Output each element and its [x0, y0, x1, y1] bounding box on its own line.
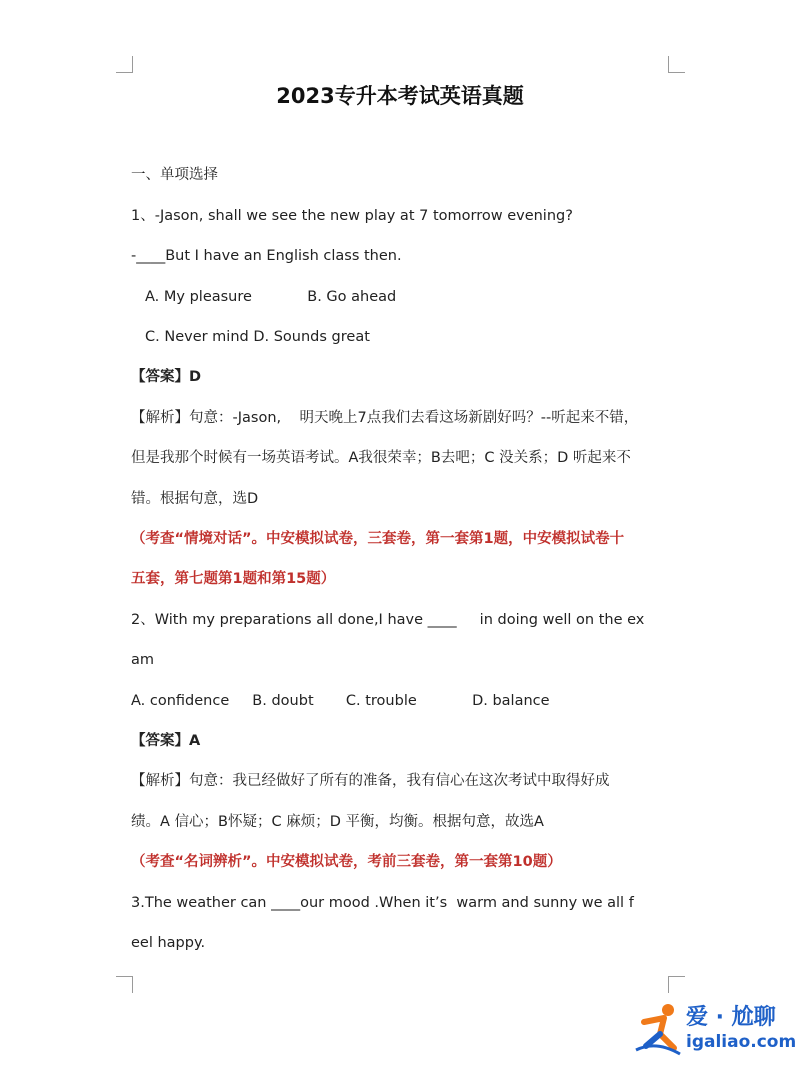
- q2-stem-2: am: [131, 652, 155, 668]
- crop-mark-top-right: [668, 56, 685, 73]
- q1-note-1: （考查“情境对话”。中安模拟试卷，三套卷，第一套第1题，中安模拟试卷十: [131, 531, 625, 547]
- q2-note: （考查“名词辨析”。中安模拟试卷，考前三套卷，第一套第10题）: [131, 854, 562, 870]
- runner-logo-icon: [634, 1000, 684, 1058]
- q2-explanation-1: 【解析】句意：我已经做好了所有的准备，我有信心在这次考试中取得好成: [131, 773, 610, 789]
- section-heading: 一、单项选择: [131, 167, 218, 183]
- crop-mark-bottom-left: [116, 976, 133, 993]
- watermark-logo: [634, 998, 797, 1060]
- q3-stem-2: eel happy.: [131, 935, 206, 951]
- document-title: 2023专升本考试英语真题: [276, 84, 524, 108]
- q1-explanation-3: 错。根据句意，选D: [131, 491, 259, 507]
- q1-explanation-1: 【解析】句意：-Jason, 明天晚上7点我们去看这场新剧好吗？--听起来不错，: [131, 410, 639, 426]
- q2-stem-1: 2、With my preparations all done,I have ____ in doing well on the ex: [131, 612, 645, 628]
- crop-mark-top-left: [116, 56, 133, 73]
- q1-explanation-2: 但是我那个时候有一场英语考试。A我很荣幸；B去吧；C 没关系；D 听起来不: [131, 450, 631, 466]
- q2-options: A. confidence B. doubt C. trouble D. balance: [131, 693, 550, 709]
- q1-stem: 1、-Jason, shall we see the new play at 7 tomorrow evening?: [131, 208, 573, 224]
- watermark-url: igaliao.com: [686, 1032, 797, 1052]
- q2-answer: 【答案】A: [131, 733, 201, 749]
- q3-stem-1: 3.The weather can ____our mood .When it’s warm and sunny we all f: [131, 895, 634, 911]
- q1-options-cd: C. Never mind D. Sounds great: [145, 329, 370, 345]
- q2-explanation-2: 绩。A 信心；B怀疑；C 麻烦；D 平衡，均衡。根据句意，故选A: [131, 814, 544, 830]
- crop-mark-bottom-right: [668, 976, 685, 993]
- q1-answer: 【答案】D: [131, 369, 202, 385]
- q1-options-ab: A. My pleasure B. Go ahead: [145, 289, 397, 305]
- q1-reply: -____But I have an English class then.: [131, 248, 402, 264]
- q1-note-2: 五套，第七题第1题和第15题）: [131, 571, 336, 587]
- watermark-brand: 爱 · 尬聊: [686, 1005, 776, 1030]
